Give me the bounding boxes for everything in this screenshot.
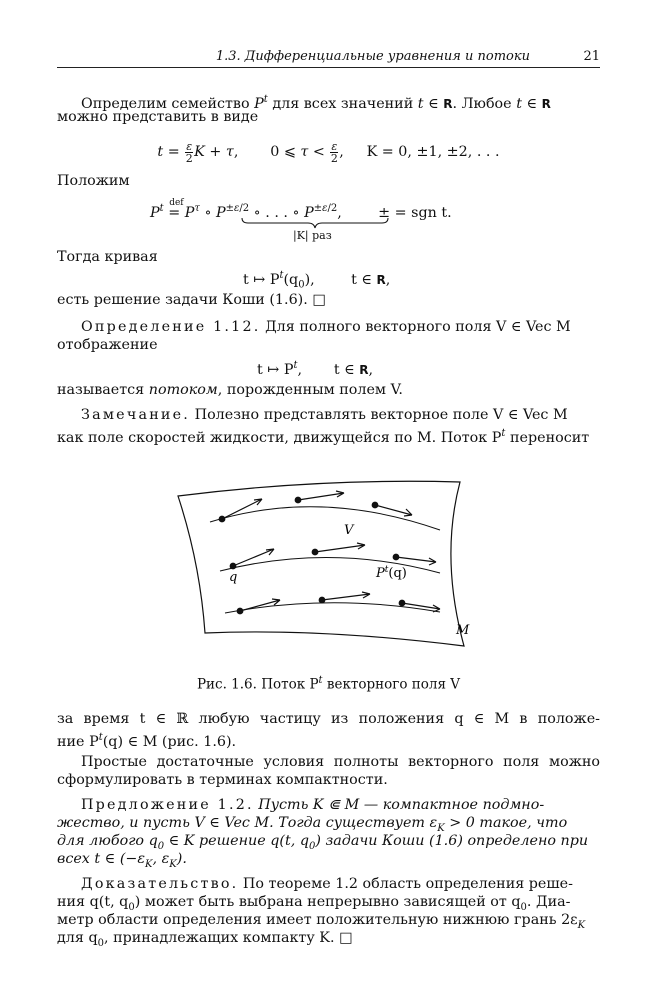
flow-point — [399, 600, 405, 606]
equation-1: t = $\frac{\varepsilon}{2}$ K + τ, 0 ⩽ τ < $\frac{\varepsilon}{2}$ , K = 0, ±1, ±2, . . . — [157, 139, 500, 165]
paragraph-line: сформулировать в терминах компактности. — [57, 772, 388, 788]
flow-point — [319, 597, 325, 603]
proposition-line: жество, и пусть V ∈ Vec M. Тогда существует $\varepsilon_K > 0$ такое, что — [57, 815, 568, 834]
flow-point — [230, 563, 236, 569]
flow-point — [372, 502, 378, 508]
vector-arrow — [298, 491, 344, 500]
label-Ptq: $P^t(q)$ — [376, 565, 407, 581]
proof-line: для $q_0$, принадлежащих компакту K. □ — [57, 930, 353, 949]
flow-point — [237, 608, 243, 614]
flow-point — [295, 497, 301, 503]
vector-arrow — [396, 557, 436, 565]
remark-line: Замечание. Полезно представлять векторное поле V ∈ Vec M — [81, 407, 568, 423]
proof-line: метр области определения имеет положительную нижнюю грань $2\varepsilon_K$ — [57, 912, 586, 931]
label-q: q — [229, 570, 238, 585]
paragraph-line: как поле скоростей жидкости, движущейся по M. Поток $P^t$ переносит — [57, 428, 590, 446]
paragraph-line: отображение — [57, 337, 158, 353]
equation-4: t ↦ $P^t$, t ∈ R, — [257, 360, 374, 378]
definition-line: Определение 1.12. Для полного векторного поля V ∈ Vec M — [81, 319, 571, 335]
paragraph-line: Положим — [57, 173, 130, 189]
proof-line: Доказательство. По теореме 1.2 область определения реше- — [81, 876, 573, 892]
figure-caption: Рис. 1.6. Поток $P^t$ векторного поля V — [196, 675, 461, 693]
paragraph-line: можно представить в виде — [57, 109, 259, 125]
paragraph-line: Тогда кривая — [57, 249, 158, 265]
equation-2: $P^t$ def = $P^\tau$ ∘ $P^{\pm\varepsilon/2}$ ∘ . . . ∘ $P^{\pm\varepsilon/2}$, ± = sgn t. — [150, 197, 452, 221]
label-V: V — [344, 523, 354, 538]
vector-arrow — [240, 599, 280, 611]
proposition-line: для любого $q_0$ ∈ K решение q(t, $q_0$) задачи Коши (1.6) определено при — [57, 833, 589, 852]
paragraph-line: ние $P^t(q)$ ∈ M (рис. 1.6). — [57, 732, 237, 750]
vector-arrow — [322, 592, 370, 600]
paragraph-line: называется потоком, порожденным полем V. — [57, 382, 403, 398]
underbrace-label: |K| раз — [293, 229, 332, 242]
vector-arrow — [315, 543, 365, 552]
proof-line: ния q(t, $q_0$) может быть выбрана непрерывно зависящей от $q_0$. Диа- — [57, 894, 571, 913]
flow-point — [219, 516, 225, 522]
page-number: 21 — [583, 49, 600, 64]
underbrace — [240, 217, 390, 229]
vector-arrow — [222, 499, 262, 519]
paragraph-line: есть решение задачи Коши (1.6). □ — [57, 292, 326, 308]
vector-arrow — [375, 505, 412, 516]
paragraph-line: Простые достаточные условия полноты векторного поля можно — [81, 754, 600, 770]
flow-point — [393, 554, 399, 560]
proposition-line: всех t ∈ ($-\varepsilon_K$, $\varepsilon_K$). — [57, 851, 187, 870]
running-header — [57, 47, 600, 68]
flow-point — [312, 549, 318, 555]
equation-3: t ↦ $P^t(q_0)$, t ∈ R, — [243, 270, 391, 291]
section-title: 1.3. Дифференциальные уравнения и потоки — [215, 49, 530, 64]
manifold-boundary — [178, 481, 464, 646]
paragraph-line: Определим семейство $P^t$ для всех значений t ∈ R. Любое t ∈ R — [81, 94, 551, 112]
flow-curve-middle — [220, 557, 440, 573]
label-M: M — [456, 623, 470, 638]
flow-figure — [170, 478, 470, 653]
proposition-line: Предложение 1.2. Пусть K ⋐ M — компактное подмно- — [81, 797, 545, 813]
paragraph-line: за время t ∈ ℝ любую частицу из положения q ∈ M в положе- — [57, 711, 600, 727]
flow-curve-top — [210, 507, 440, 530]
